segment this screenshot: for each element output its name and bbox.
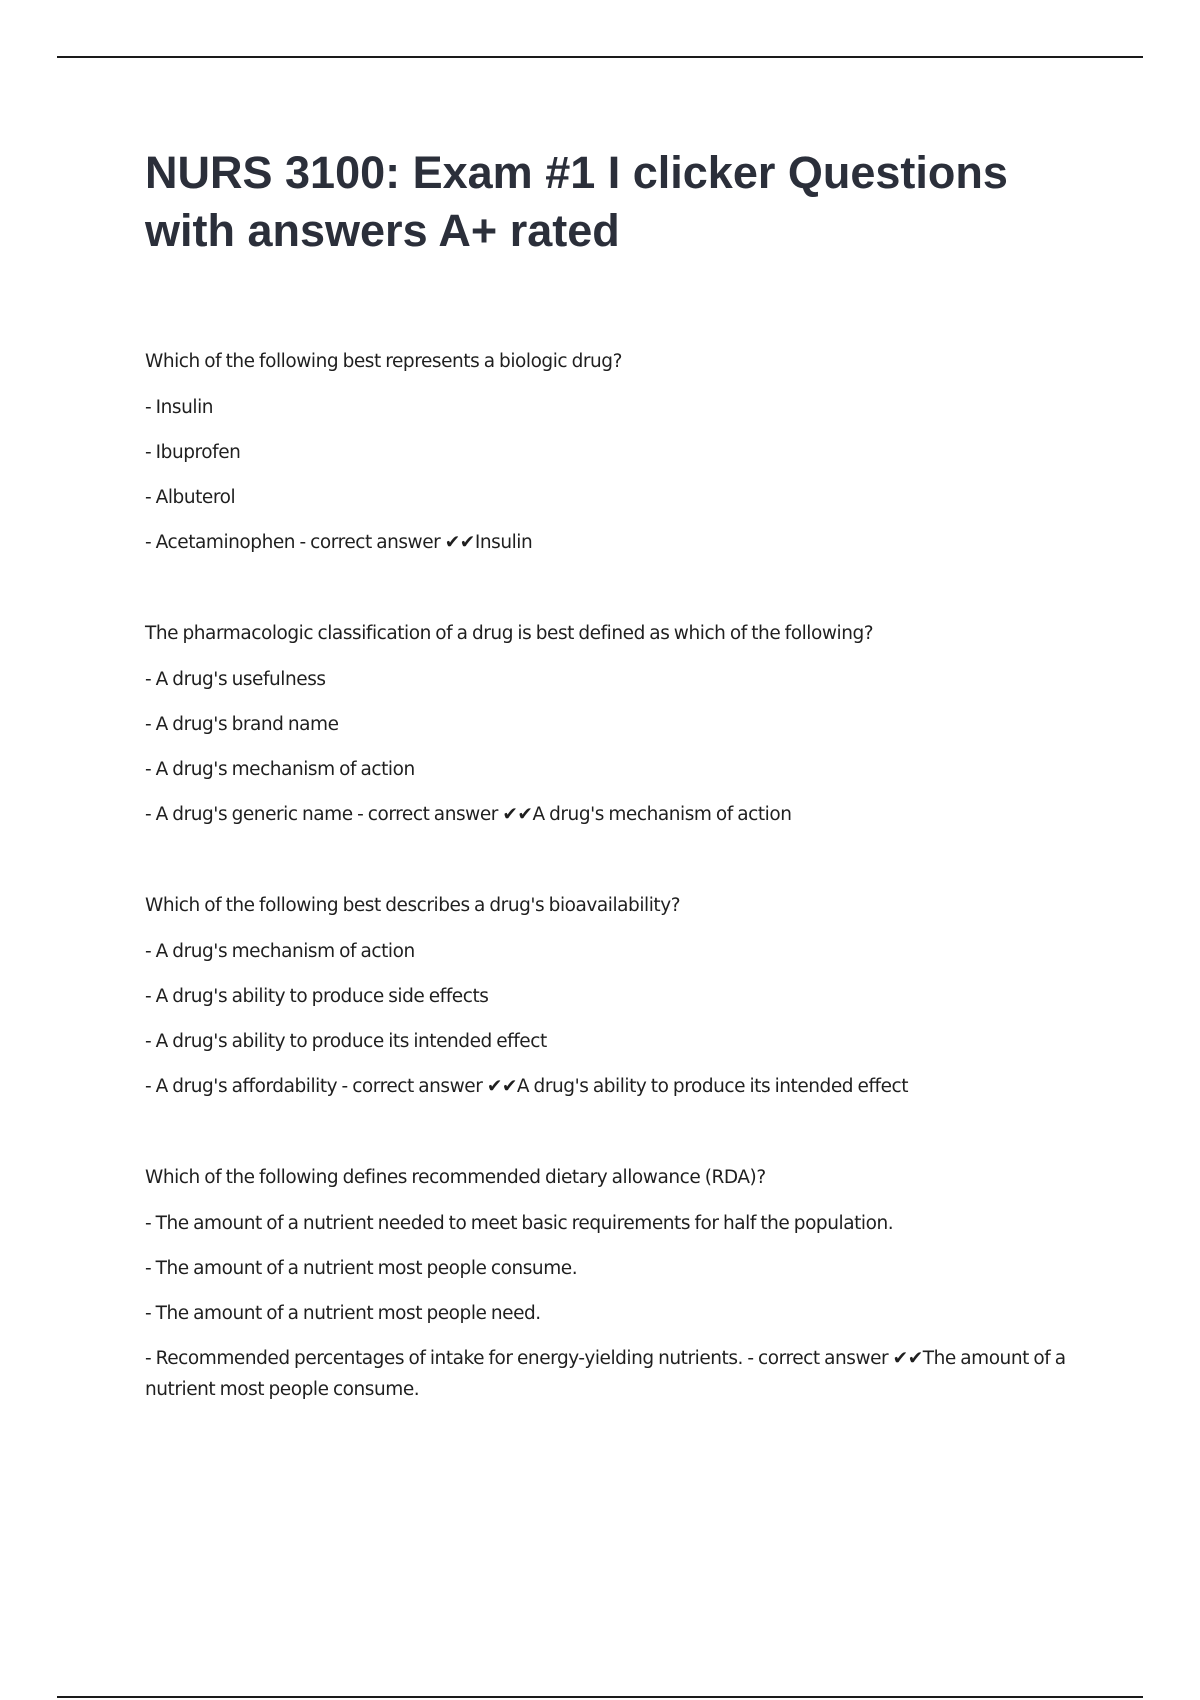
answer-option: - The amount of a nutrient most people need. bbox=[145, 1303, 541, 1324]
top-rule bbox=[57, 56, 1143, 58]
question-block-1 bbox=[145, 346, 1095, 572]
answer-option: - A drug's mechanism of action bbox=[145, 759, 415, 780]
answer-option-with-correct-answer: - Recommended percentages of intake for energy-yielding nutrients. - correct answer ✔✔The amount of a nutrient most people consume. bbox=[145, 1348, 1066, 1400]
answer-option: - A drug's brand name bbox=[145, 714, 339, 735]
answer-option: - A drug's usefulness bbox=[145, 669, 326, 690]
answer-option: - The amount of a nutrient needed to meet basic requirements for half the population. bbox=[145, 1213, 894, 1234]
document-title: NURS 3100: Exam #1 I clicker Questions with answers A+ rated bbox=[145, 147, 1008, 256]
answer-option: - The amount of a nutrient most people consume. bbox=[145, 1258, 578, 1279]
question-text: Which of the following best represents a biologic drug? bbox=[145, 351, 622, 372]
question-block-2 bbox=[145, 618, 1095, 844]
answer-option: - Ibuprofen bbox=[145, 442, 241, 463]
question-text: Which of the following defines recommended dietary allowance (RDA)? bbox=[145, 1167, 766, 1188]
answer-option: - A drug's mechanism of action bbox=[145, 941, 415, 962]
bottom-rule bbox=[57, 1696, 1143, 1698]
answer-option-with-correct-answer: - A drug's generic name - correct answer ✔✔A drug's mechanism of action bbox=[145, 804, 792, 825]
question-block-3 bbox=[145, 890, 1095, 1116]
answer-option: - Insulin bbox=[145, 397, 214, 418]
answer-option: - Albuterol bbox=[145, 487, 236, 508]
answer-option-with-correct-answer: - Acetaminophen - correct answer ✔✔Insulin bbox=[145, 532, 533, 553]
answer-option: - A drug's ability to produce its intended effect bbox=[145, 1031, 547, 1052]
answer-option: - A drug's ability to produce side effects bbox=[145, 986, 489, 1007]
question-text: The pharmacologic classification of a drug is best defined as which of the following? bbox=[145, 623, 874, 644]
answer-option-with-correct-answer: - A drug's affordability - correct answer ✔✔A drug's ability to produce its intended effect bbox=[145, 1076, 909, 1097]
question-text: Which of the following best describes a drug's bioavailability? bbox=[145, 895, 681, 916]
question-block-4 bbox=[145, 1162, 1095, 1419]
